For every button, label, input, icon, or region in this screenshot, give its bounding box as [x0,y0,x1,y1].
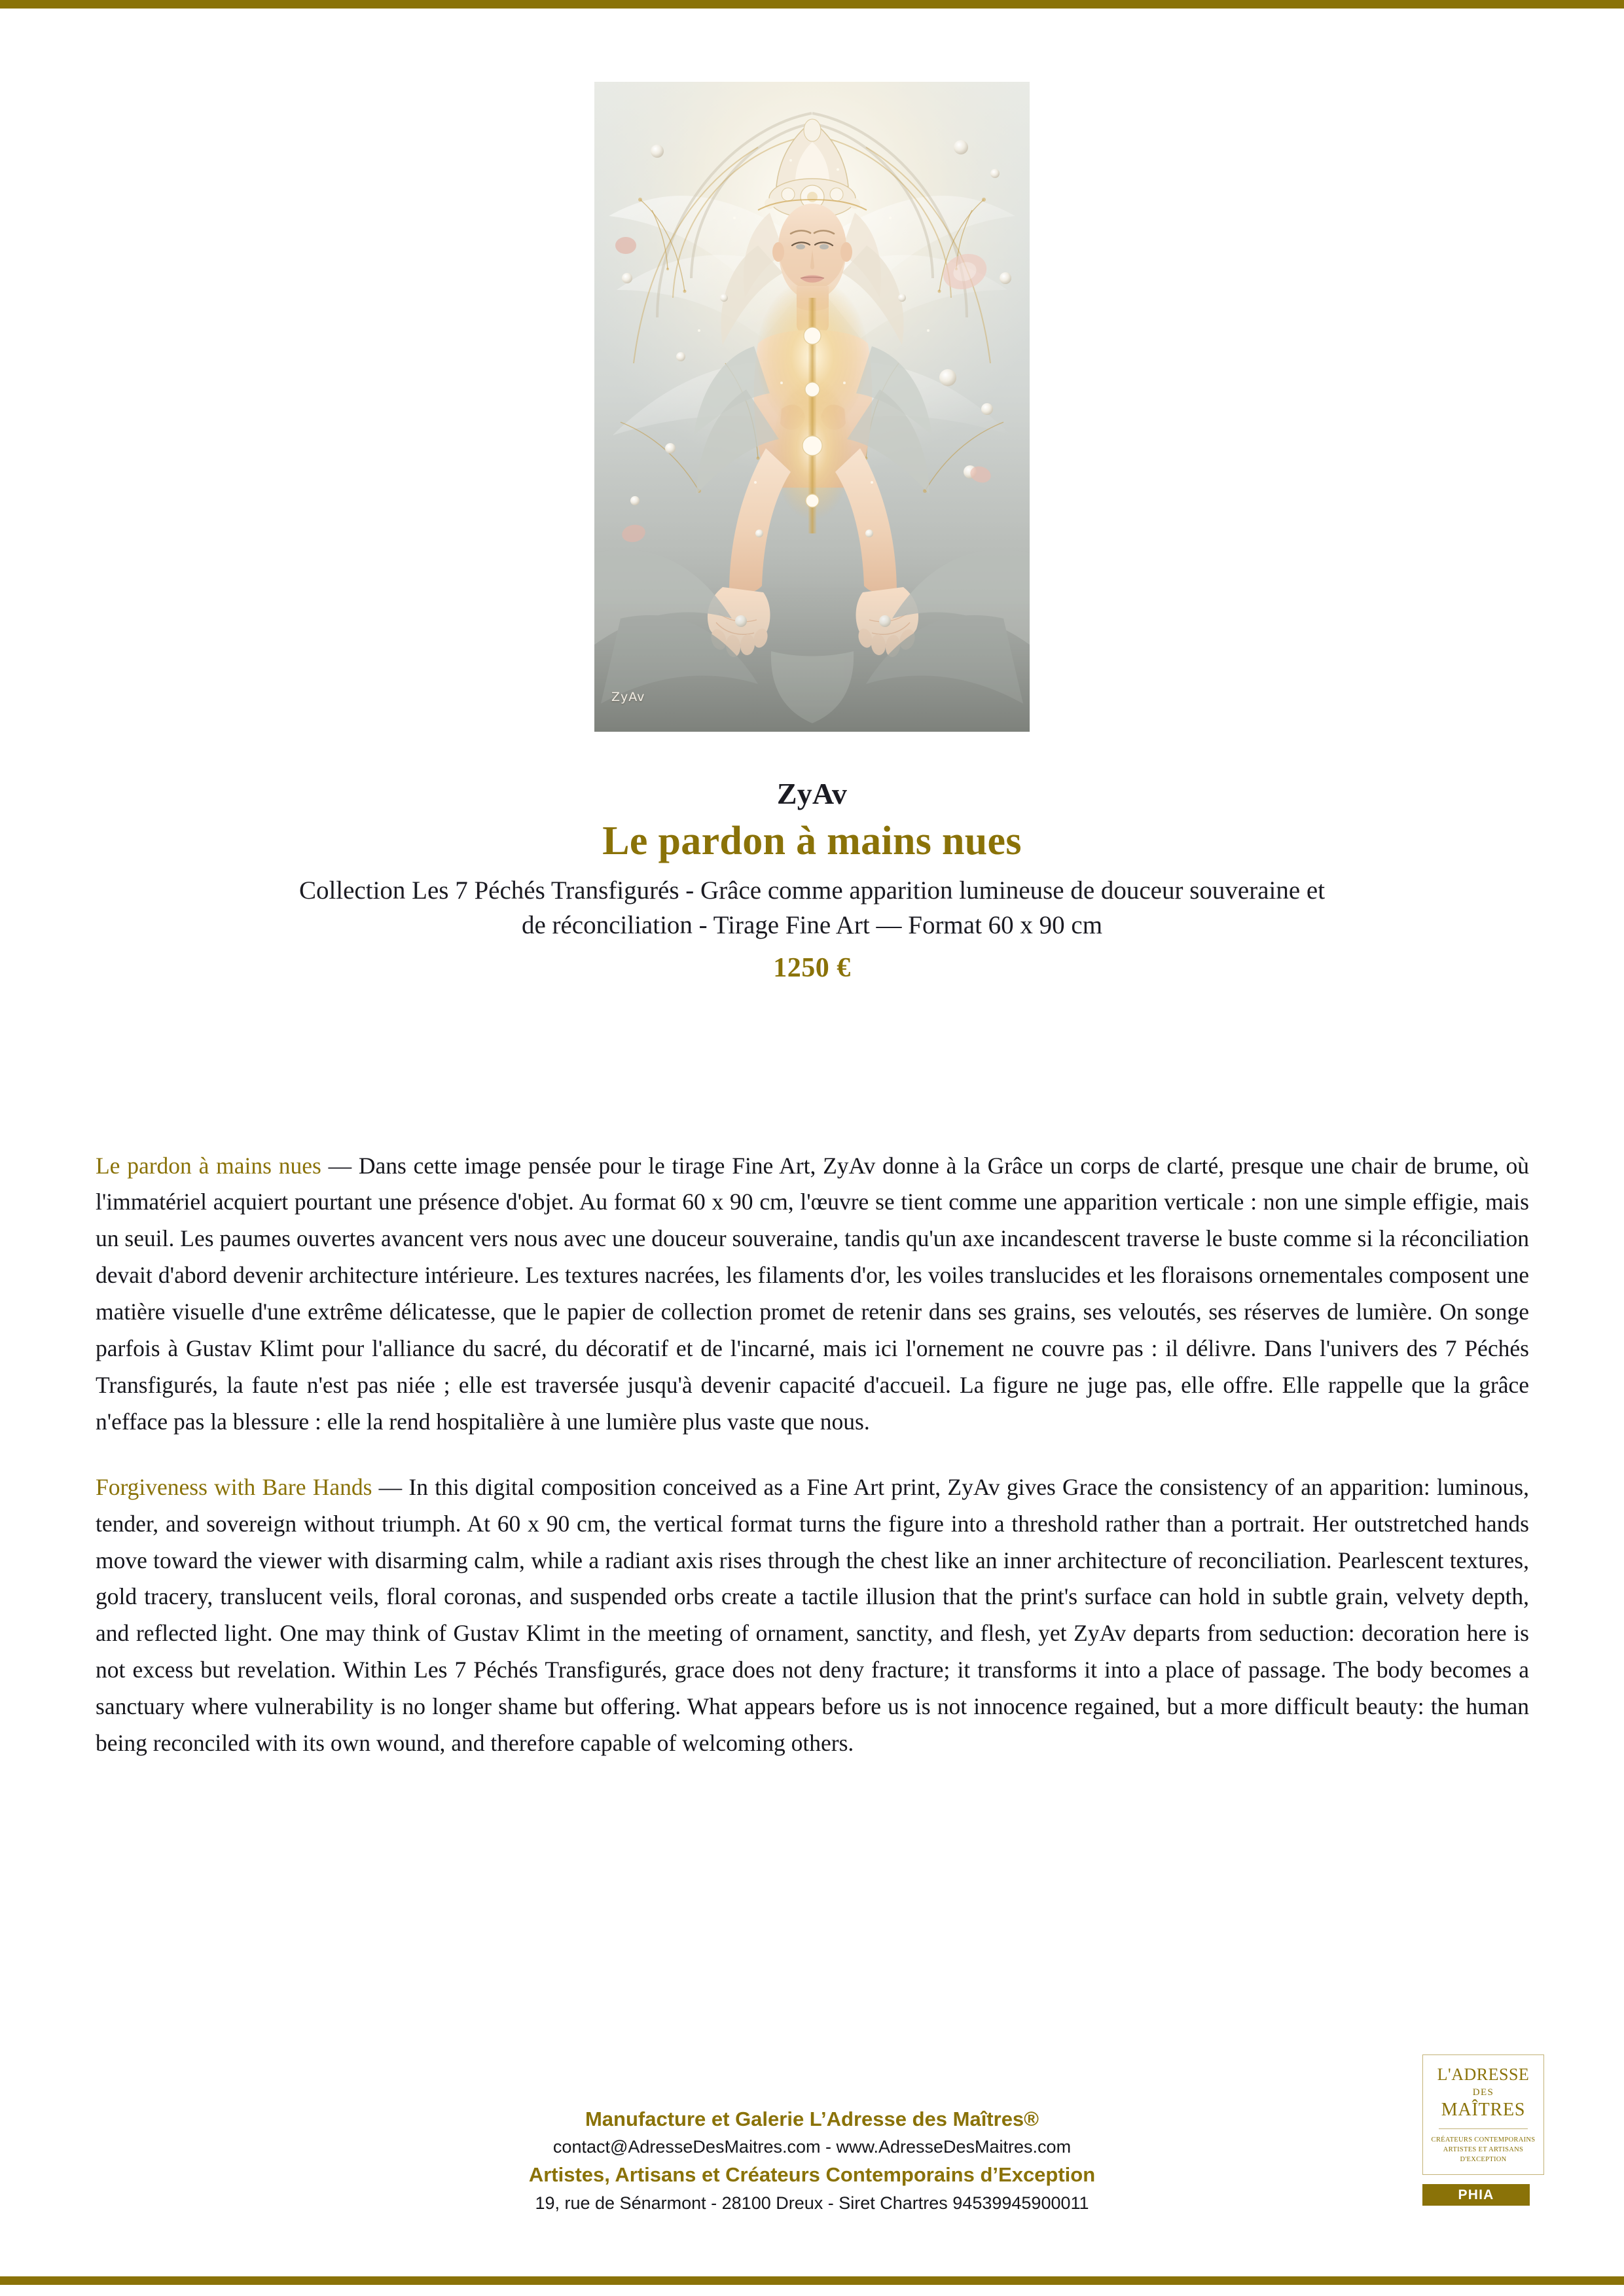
description-section [96,1124,1529,1785]
paragraph-french [96,1148,1529,1441]
artist-name: ZyAv [776,777,848,810]
logo-line-des: DES [1472,2087,1494,2098]
artwork-signature: ZyAv [611,690,645,704]
artwork-container [594,82,1030,732]
bottom-gold-rule [0,2276,1624,2285]
paragraph-english [96,1469,1529,1762]
footer [0,2106,1624,2215]
top-gold-rule [0,0,1624,9]
brand-logo-card [1422,2054,1544,2175]
paragraph-english-lead: Forgiveness with Bare Hands [96,1473,372,1500]
logo-subline-2: ARTISTES ET ARTISANS [1443,2145,1524,2153]
paragraph-french-lead: Le pardon à mains nues [96,1152,321,1179]
logo-line-maitres: MAÎTRES [1441,2100,1526,2121]
logo-divider [1439,2128,1528,2129]
price-label: 1250 € [773,953,851,984]
footer-company-name: Manufacture et Galerie L’Adresse des Maîtres® [585,2108,1039,2130]
footer-tagline: Artistes, Artisans et Créateurs Contemporains d’Exception [528,2163,1096,2187]
logo-subline-3: D'EXCEPTION [1460,2155,1507,2163]
work-subtitle: Collection Les 7 Péchés Transfigurés - Grâce comme apparition lumineuse de douceur souveraine et de réconciliation - Tirage Fine Art — Format 60 x 90 cm [298,876,1326,940]
logo-line-adresse: L'ADRESSE [1437,2065,1530,2084]
footer-address-line: 19, rue de Sénarmont - 28100 Dreux - Siret Chartres 94539945900011 [535,2193,1089,2213]
footer-contact-line[interactable]: contact@AdresseDesMaitres.com - www.AdresseDesMaitres.com [552,2137,1072,2157]
phia-badge: PHIA [1422,2184,1530,2206]
paragraph-french-body: — Dans cette image pensée pour le tirage Fine Art, ZyAv donne à la Grâce un corps de clarté, presque une chair de brume, où l'immatériel acquiert pourtant une présence d'objet. Au format 60 x 90 cm, l'œuvre se tient comme une apparition verticale : non une simple effigie, mais un seuil. Les paumes ouvertes avancent vers nous avec une douceur souveraine, tandis qu'un axe incandescent traverse le buste comme si la réconciliation devait d'abord devenir architecture intérieure. Les textures nacrées, les filaments d'or, les voiles translucides et les floraisons ornementales composent une matière visuelle d'une extrême délicatesse, que le papier de collection promet de retenir dans ses grains, ses veloutés, ses réserves de lumière. On songe parfois à Gustav Klimt pour l'alliance du sacré, du décoratif et de l'incarné, mais ici l'ornement ne couvre pas : il délivre. Dans l'univers des 7 Péchés Transfigurés, la faute n'est pas niée ; elle est traversée jusqu'à devenir capacité d'accueil. La figure ne juge pas, elle offre. Elle rappelle que la grâce n'efface pas la blessure : elle la rend hospitalière à une lumière plus vaste que nous. [96,1152,1529,1435]
title-block [0,776,1624,984]
page-title: Le pardon à mains nues [602,819,1022,864]
logo-block [1422,2054,1544,2206]
logo-subline-1: CRÉATEURS CONTEMPORAINS [1431,2136,1536,2144]
artwork-image [594,82,1030,732]
paragraph-english-body: — In this digital composition conceived as a Fine Art print, ZyAv gives Grace the consistency of an apparition: luminous, tender, and sovereign without triumph. At 60 x 90 cm, the vertical format turns the figure into a threshold rather than a portrait. Her outstretched hands move toward the viewer with disarming calm, while a radiant axis rises through the chest like an inner architecture of reconciliation. Pearlescent textures, gold tracery, translucent veils, floral coronas, and suspended orbs create a tactile illusion that the print's surface can hold in subtle grain, velvety depth, and reflected light. One may think of Gustav Klimt in the meeting of ornament, sanctity, and flesh, yet ZyAv departs from seduction: decoration here is not excess but revelation. Within Les 7 Péchés Transfigurés, grace does not deny fracture; it transforms it into a place of passage. The body becomes a sanctuary where vulnerability is no longer shame but offering. What appears before us is not innocence regained, but a more difficult beauty: the human being reconciled with its own wound, and therefore capable of welcoming others. [96,1473,1529,1757]
